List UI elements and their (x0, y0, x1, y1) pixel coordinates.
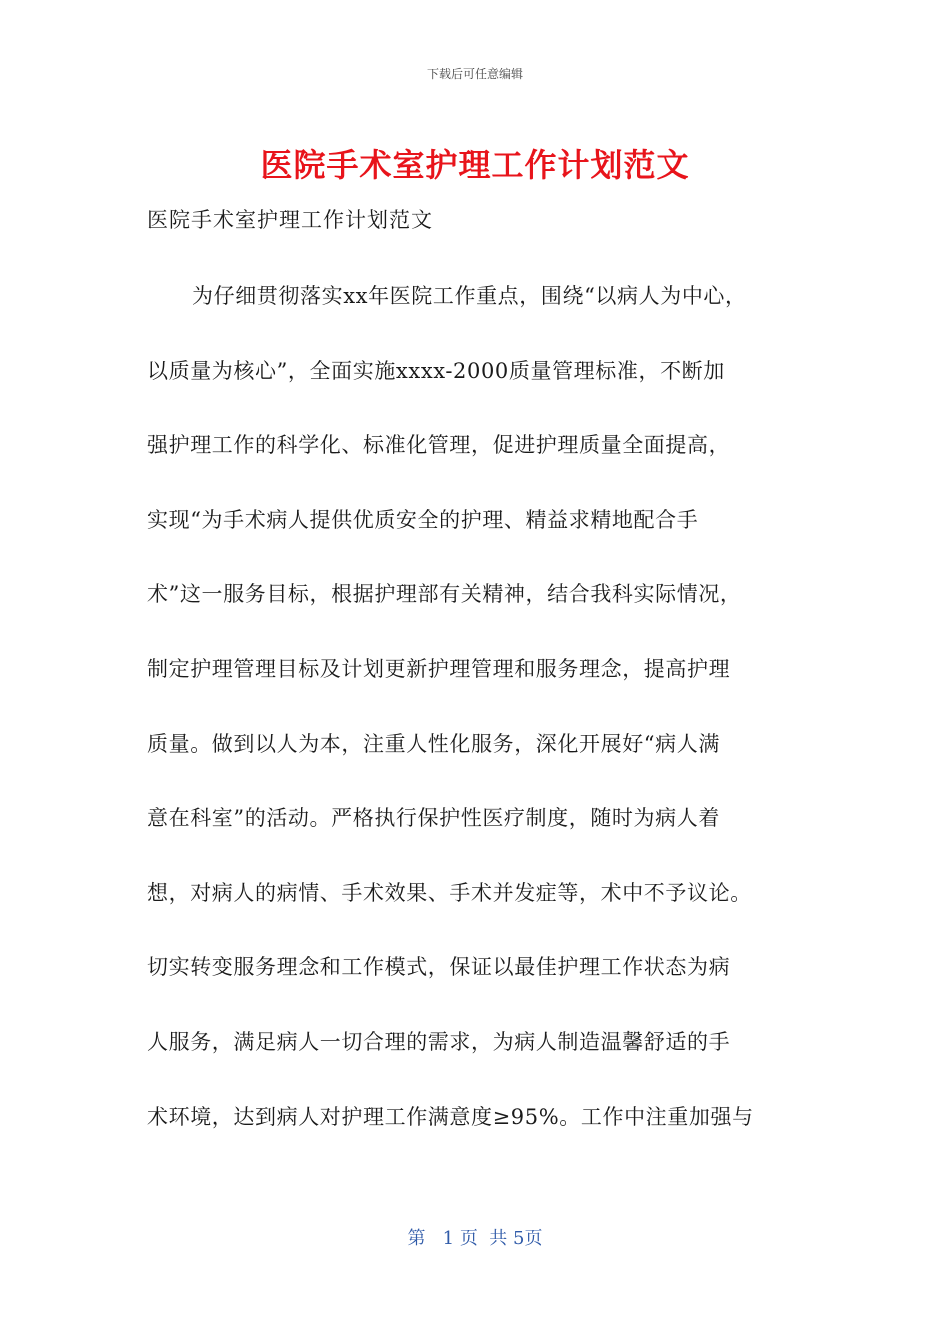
body-line: 术环境，达到病人对护理工作满意度≥95%。工作中注重加强与 (147, 1104, 754, 1129)
document-body (147, 279, 817, 1174)
body-line: 切实转变服务理念和工作模式，保证以最佳护理工作状态为病 (147, 955, 731, 980)
body-line: 为仔细贯彻落实xx年医院工作重点，围绕“以病人为中心， (192, 284, 747, 308)
document-title: 医院手术室护理工作计划范文 (260, 146, 690, 184)
document-subtitle: 医院手术室护理工作计划范文 (147, 208, 433, 232)
page-number-footer: 第 1 页 共 5页 (407, 1228, 543, 1249)
body-line: 意在科室”的活动。严格执行保护性医疗制度，随时为病人着 (147, 806, 720, 831)
body-line: 术”这一服务目标，根据护理部有关精神，结合我科实际情况， (147, 582, 742, 607)
body-line: 以质量为核心”，全面实施xxxx-2000质量管理标准，不断加 (147, 358, 725, 383)
body-line: 人服务，满足病人一切合理的需求，为病人制造温馨舒适的手 (147, 1029, 731, 1054)
body-line: 质量。做到以人为本，注重人性化服务，深化开展好“病人满 (147, 731, 720, 756)
body-line: 实现“为手术病人提供优质安全的护理、精益求精地配合手 (147, 507, 699, 532)
page-header-note: 下载后可任意编辑 (426, 67, 523, 81)
body-line: 制定护理管理目标及计划更新护理管理和服务理念，提高护理 (147, 656, 731, 681)
body-line: 想，对病人的病情、手术效果、手术并发症等，术中不予议论。 (147, 880, 752, 905)
body-line: 强护理工作的科学化、标准化管理，促进护理质量全面提高， (147, 433, 731, 458)
